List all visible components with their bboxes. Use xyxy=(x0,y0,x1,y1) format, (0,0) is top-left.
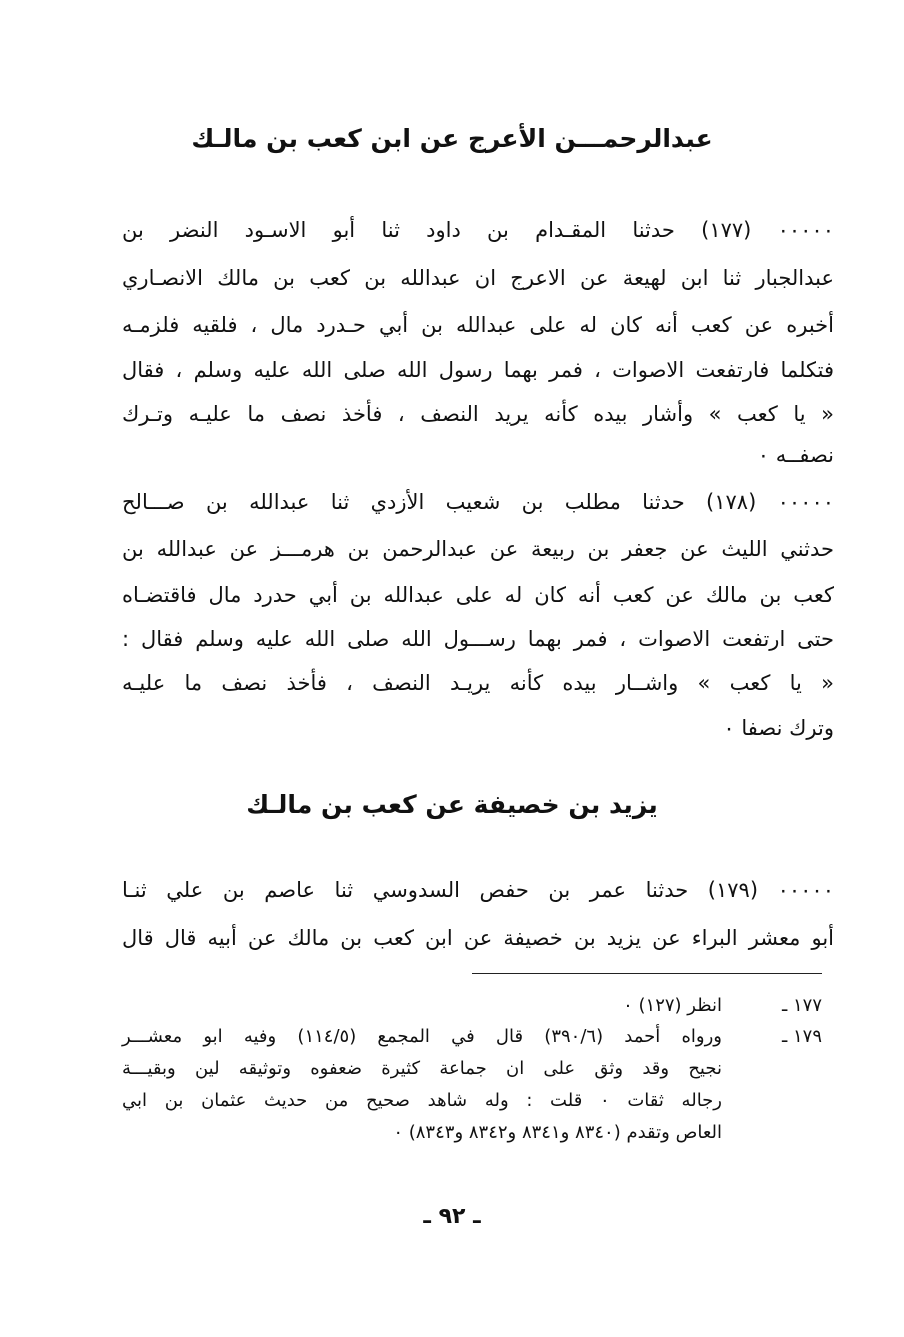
hadith-line: كعب بن مالك عن كعب أنه كان له على عبدالله بن أبي حدرد مال فاقتضـاه xyxy=(122,583,834,607)
hadith-line: عبدالجبار ثنا ابن لهيعة عن الاعرج ان عبدالله بن كعب بن مالك الانصـاري xyxy=(122,266,834,290)
footnote-text: العاص وتقدم (٨٣٤٠ و٨٣٤١ و٨٣٤٢ و٨٣٤٣) ٠ xyxy=(393,1122,722,1143)
section-heading-araj: عبدالرحمـــن الأعرج عن ابن كعب بن مالـك xyxy=(191,124,713,153)
hadith-line: حدثني الليث عن جعفر بن ربيعة عن عبدالرحمن بن هرمـــز عن عبدالله بن xyxy=(122,537,834,561)
footnote-divider xyxy=(472,973,822,974)
footnote-text: ورواه أحمد (٣٩٠/٦) قال في المجمع (١١٤/٥) وفيه ابو معشـــر xyxy=(122,1026,722,1047)
footnote-text: نجيح وقد وثق على ان جماعة كثيرة ضعفوه وتوثيقه لين وبقيـــة xyxy=(122,1058,722,1079)
hadith-line: فتكلما فارتفعت الاصوات ، فمر بهما رسول الله صلى الله عليه وسلم ، فقال xyxy=(122,358,834,382)
hadith-line: أبو معشر البراء عن يزيد بن خصيفة عن ابن كعب بن مالك عن أبيه قال قال xyxy=(122,926,834,950)
hadith-line: حتى ارتفعت الاصوات ، فمر بهما رســـول الله صلى الله عليه وسلم فقال : xyxy=(122,627,834,651)
hadith-line: « يا كعب » واشــار بيده كأنه يريـد النصف ، فأخذ نصف ما عليـه xyxy=(122,671,834,695)
page-number: ـ ٩٢ ـ xyxy=(423,1204,481,1229)
footnote-text: رجاله ثقات ٠ قلت : وله شاهد صحيح من حديث عثمان بن ابي xyxy=(122,1090,722,1111)
hadith-line: ٠٠٠٠٠ (١٧٨) حدثنا مطلب بن شعيب الأزدي ثنا عبدالله بن صـــالح xyxy=(122,490,835,514)
footnote-number: ١٧٩ ـ xyxy=(781,1026,822,1047)
hadith-line: ٠٠٠٠٠ (١٧٩) حدثنا عمر بن حفص السدوسي ثنا عاصم بن علي ثنـا xyxy=(122,878,834,902)
hadith-line: ٠٠٠٠٠ (١٧٧) حدثنا المقـدام بن داود ثنا أبو الاسـود النضر بن xyxy=(122,218,834,242)
hadith-line: « يا كعب » وأشار بيده كأنه يريد النصف ، فأخذ نصف ما عليـه وتـرك xyxy=(122,402,834,426)
hadith-line: نصفــه ٠ xyxy=(757,443,834,467)
section-heading-yazid: يزيد بن خصيفة عن كعب بن مالـك xyxy=(246,790,658,819)
hadith-line: وترك نصفا ٠ xyxy=(723,716,834,740)
footnote-number: ١٧٧ ـ xyxy=(781,995,822,1016)
footnote-text: انظر (١٢٧) ٠ xyxy=(623,995,722,1016)
hadith-line: أخبره عن كعب أنه كان له على عبدالله بن أبي حـدرد مال ، فلقيه فلزمـه xyxy=(122,313,834,337)
